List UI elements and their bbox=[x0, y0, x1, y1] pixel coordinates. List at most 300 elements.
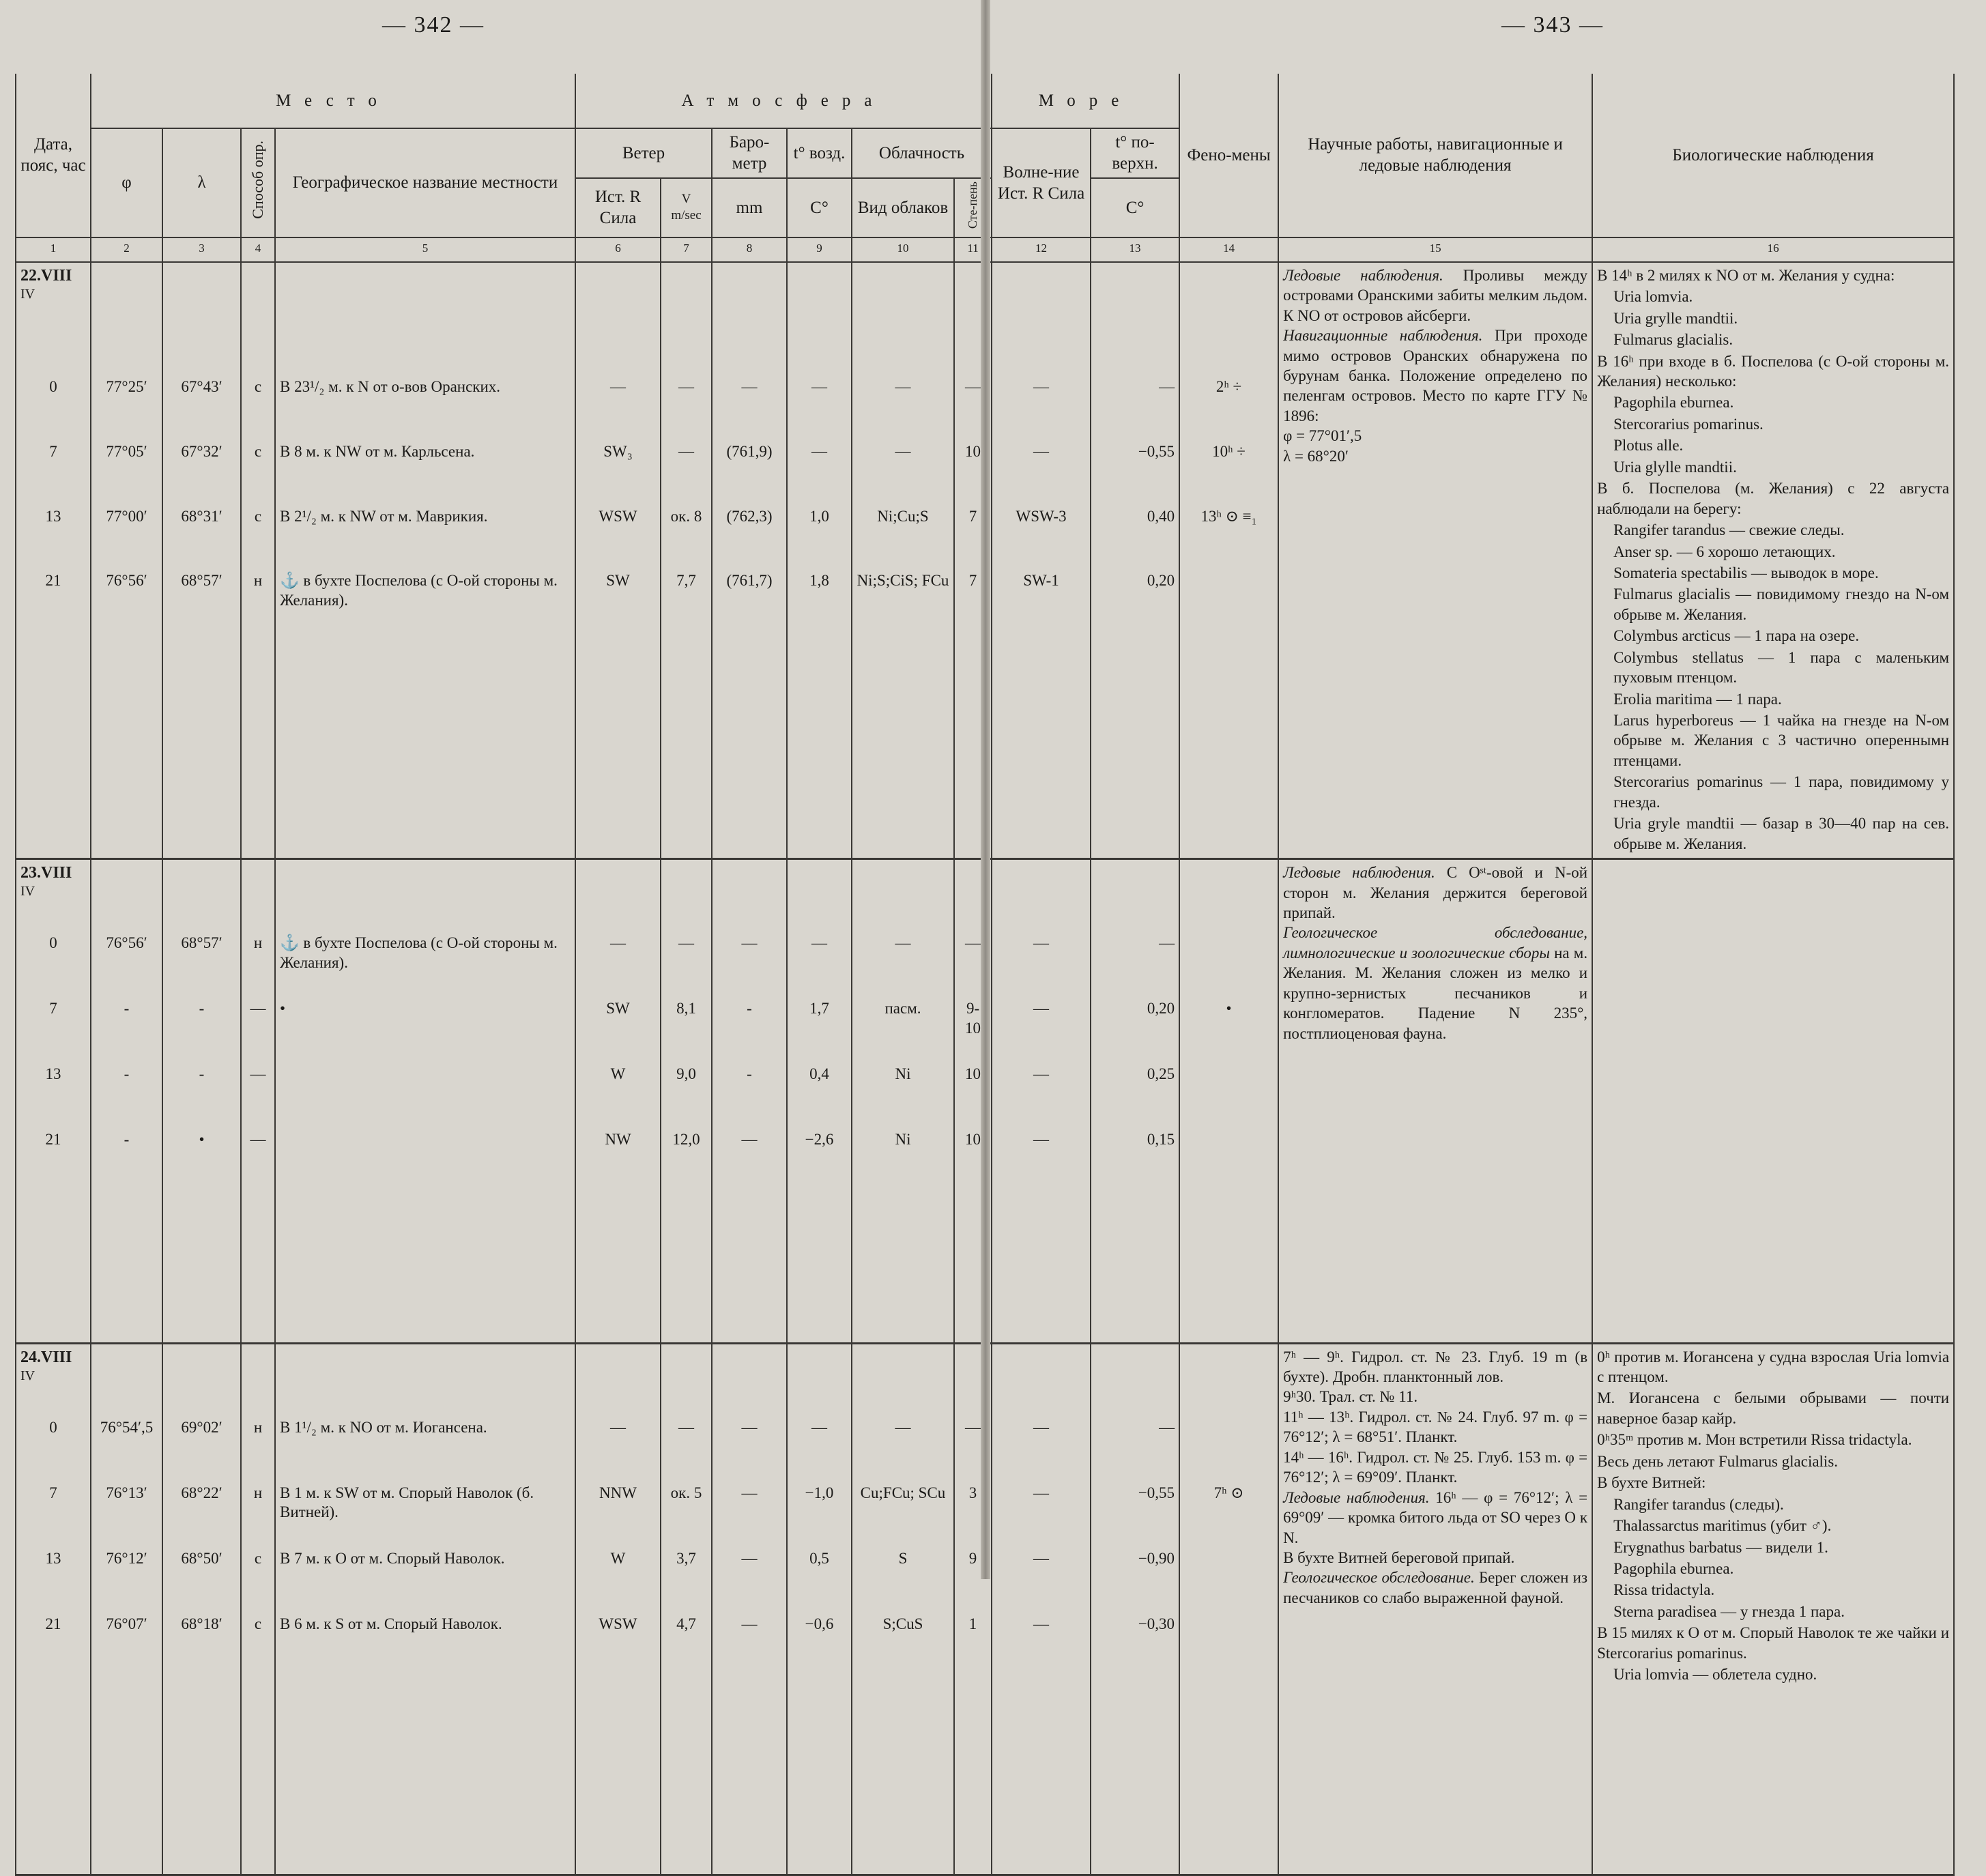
bio-line: Uria lomvia — облетела судно. bbox=[1613, 1666, 1817, 1684]
cloud-degree: 9-10 bbox=[954, 996, 992, 1062]
empty-cell bbox=[1091, 262, 1179, 375]
bio-line: В 14ʰ в 2 милях к NO от м. Желания у судна: bbox=[1597, 266, 1895, 284]
day-date: 22.VIII bbox=[20, 266, 72, 285]
longitude: - bbox=[162, 1062, 241, 1127]
sea-temp: — bbox=[1091, 931, 1179, 996]
header-air-temp: t° возд. bbox=[787, 128, 852, 178]
longitude: 68°22′ bbox=[162, 1481, 241, 1546]
latitude: - bbox=[91, 996, 162, 1062]
science-text: 16ʰ — φ = 76°12′; λ = 69°09′ — кромка битого льда от SO через О к N. bbox=[1283, 1488, 1588, 1546]
longitude: 68°50′ bbox=[162, 1546, 241, 1612]
empty-cell bbox=[162, 262, 241, 375]
latitude: 77°25′ bbox=[91, 375, 162, 439]
empty-cell bbox=[661, 262, 712, 375]
cloud-degree: 1 bbox=[954, 1612, 992, 1677]
science-text: 11ʰ — 13ʰ. Гидрол. ст. № 24. Глуб. 97 m. φ = 76°12′; λ = 68°51′. Планкт. bbox=[1283, 1408, 1588, 1446]
latitude: - bbox=[91, 1127, 162, 1193]
wind-direction: — bbox=[575, 931, 661, 996]
longitude: • bbox=[162, 1127, 241, 1193]
empty-cell bbox=[1091, 639, 1179, 859]
air-temp: — bbox=[787, 439, 852, 504]
waves: — bbox=[992, 1612, 1091, 1677]
header-air-temp-unit: C° bbox=[787, 178, 852, 237]
wind-speed: 12,0 bbox=[661, 1127, 712, 1193]
latitude: 76°56′ bbox=[91, 931, 162, 996]
bio-line: Erygnathus barbatus — видели 1. bbox=[1613, 1538, 1828, 1556]
header-wind-dir: Ист. R Сила bbox=[575, 178, 661, 237]
position-method: н bbox=[241, 931, 275, 996]
empty-cell bbox=[1179, 639, 1278, 859]
wind-direction: — bbox=[575, 1415, 661, 1481]
place-name: В 2¹/₂ м. к NW от м. Маврикия. bbox=[275, 504, 575, 569]
empty-cell bbox=[712, 1343, 787, 1415]
waves: — bbox=[992, 1415, 1091, 1481]
bio-line: Uria gryle mandtii — базар в 30—40 пар на сев. обрыве м. Желания. bbox=[1613, 815, 1950, 852]
hour: 21 bbox=[16, 568, 91, 639]
phenomena: • bbox=[1179, 996, 1278, 1062]
wind-speed: 3,7 bbox=[661, 1546, 712, 1612]
sea-temp: 0,40 bbox=[1091, 504, 1179, 569]
wind-direction: — bbox=[575, 375, 661, 439]
empty-cell bbox=[661, 859, 712, 932]
day-date-cell bbox=[16, 859, 91, 932]
time-zone: IV bbox=[20, 884, 35, 899]
header-geo-name: Географическое название местности bbox=[275, 128, 575, 237]
bio-line: Uria glylle mandtii. bbox=[1613, 458, 1737, 476]
empty-cell bbox=[712, 639, 787, 859]
hour: 7 bbox=[16, 996, 91, 1062]
header-method: Способ опр. bbox=[241, 128, 275, 237]
place-name bbox=[275, 1062, 575, 1127]
empty-cell bbox=[91, 1343, 162, 1415]
empty-cell bbox=[992, 1343, 1091, 1415]
wind-direction: WSW bbox=[575, 1612, 661, 1677]
wind-speed: ок. 8 bbox=[661, 504, 712, 569]
bio-line: В б. Поспелова (м. Желания) с 22 августа наблюдали на берегу: bbox=[1597, 480, 1950, 517]
science-text: Ледовые наблюдения. bbox=[1283, 266, 1443, 284]
place-name: ⚓ в бухте Поспелова (с О-ой стороны м. Желания). bbox=[275, 568, 575, 639]
phenomena: 2ʰ ÷ bbox=[1179, 375, 1278, 439]
bio-line: М. Иогансена с белыми обрывами — почти наверное базар кайр. bbox=[1597, 1389, 1950, 1427]
waves: WSW-3 bbox=[992, 504, 1091, 569]
wind-speed: — bbox=[661, 1415, 712, 1481]
empty-cell bbox=[241, 1193, 275, 1343]
header-sea-temp-unit: C° bbox=[1091, 178, 1179, 237]
empty-cell bbox=[852, 639, 954, 859]
air-temp: 0,4 bbox=[787, 1062, 852, 1127]
page-number-left: — 342 — bbox=[382, 12, 485, 38]
barometer: — bbox=[712, 1612, 787, 1677]
waves: — bbox=[992, 1127, 1091, 1193]
cloud-type: — bbox=[852, 439, 954, 504]
bio-line: Fulmarus glacialis. bbox=[1613, 331, 1733, 349]
bio-line: Colymbus stellatus — 1 пара с маленьким пуховым птенцом. bbox=[1613, 648, 1950, 687]
science-notes bbox=[1278, 1343, 1592, 1875]
science-text: Проливы между островами Оранскими забиты мелким льдом. К NO от островов айсберги. bbox=[1283, 266, 1588, 324]
air-temp: 0,5 bbox=[787, 1546, 852, 1612]
science-text: 7ʰ — 9ʰ. Гидрол. ст. № 23. Глуб. 19 m (в бухте). Дробн. планктонный лов. bbox=[1283, 1348, 1588, 1386]
empty-cell bbox=[852, 1193, 954, 1343]
phenomena bbox=[1179, 568, 1278, 639]
latitude: 76°13′ bbox=[91, 1481, 162, 1546]
empty-cell bbox=[162, 1193, 241, 1343]
place-name: В 1 м. к SW от м. Спорый Наволок (б. Витней). bbox=[275, 1481, 575, 1546]
empty-cell bbox=[1179, 262, 1278, 375]
bio-line: В 16ʰ при входе в б. Поспелова (с О-ой стороны м. Желания) несколько: bbox=[1597, 352, 1950, 390]
hour: 0 bbox=[16, 1415, 91, 1481]
phenomena: 7ʰ ⊙ bbox=[1179, 1481, 1278, 1546]
waves: — bbox=[992, 931, 1091, 996]
hour: 7 bbox=[16, 439, 91, 504]
science-text: φ = 77°01′,5 bbox=[1283, 427, 1362, 445]
phenomena: 13ʰ ⊙ ≡₁ bbox=[1179, 504, 1278, 569]
page-number-right: — 343 — bbox=[1501, 12, 1604, 38]
bio-notes bbox=[1592, 262, 1954, 859]
cloud-type: — bbox=[852, 1415, 954, 1481]
hour: 7 bbox=[16, 1481, 91, 1546]
science-text: Берег сложен из песчаников со слабо выраженной фауной. bbox=[1283, 1569, 1588, 1606]
position-method: — bbox=[241, 1062, 275, 1127]
science-text: 14ʰ — 16ʰ. Гидрол. ст. № 25. Глуб. 153 m. φ = 76°12′; λ = 69°09′. Планкт. bbox=[1283, 1448, 1588, 1486]
header-wind-speed: V m/sec bbox=[661, 178, 712, 237]
air-temp: 1,7 bbox=[787, 996, 852, 1062]
column-number: 13 bbox=[1091, 237, 1179, 262]
waves: — bbox=[992, 375, 1091, 439]
hour: 21 bbox=[16, 1127, 91, 1193]
place-name: В 1¹/₂ м. к NO от м. Иогансена. bbox=[275, 1415, 575, 1481]
empty-cell bbox=[162, 859, 241, 932]
empty-cell bbox=[575, 1193, 661, 1343]
empty-cell bbox=[575, 1343, 661, 1415]
empty-cell bbox=[275, 1193, 575, 1343]
book-gutter bbox=[981, 0, 990, 1579]
wind-speed: 8,1 bbox=[661, 996, 712, 1062]
header-sea-group: Море bbox=[992, 74, 1179, 128]
phenomena: 10ʰ ÷ bbox=[1179, 439, 1278, 504]
science-text: Ледовые наблюдения. bbox=[1283, 864, 1435, 882]
wind-speed: ок. 5 bbox=[661, 1481, 712, 1546]
latitude: 76°54′,5 bbox=[91, 1415, 162, 1481]
cloud-degree: 9 bbox=[954, 1546, 992, 1612]
day-date-cell bbox=[16, 1343, 91, 1415]
empty-cell bbox=[661, 1193, 712, 1343]
empty-cell bbox=[1091, 1343, 1179, 1415]
position-method: с bbox=[241, 1612, 275, 1677]
empty-cell bbox=[275, 639, 575, 859]
column-number: 10 bbox=[852, 237, 954, 262]
empty-cell bbox=[275, 1343, 575, 1415]
science-notes bbox=[1278, 859, 1592, 1344]
wind-direction: WSW bbox=[575, 504, 661, 569]
cloud-type: Ni bbox=[852, 1062, 954, 1127]
column-number: 5 bbox=[275, 237, 575, 262]
science-text: Геологическое обследование. bbox=[1283, 1569, 1475, 1587]
day-date: 23.VIII bbox=[20, 864, 72, 882]
place-name: В 23¹/₂ м. к N от о-вов Оранских. bbox=[275, 375, 575, 439]
empty-cell bbox=[992, 1193, 1091, 1343]
cloud-degree: 7 bbox=[954, 568, 992, 639]
empty-cell bbox=[575, 1677, 661, 1875]
bio-line: В 15 милях к О от м. Спорый Наволок те же чайки и Stercorarius pomarinus. bbox=[1597, 1624, 1950, 1662]
empty-cell bbox=[852, 859, 954, 932]
bio-notes bbox=[1592, 1343, 1954, 1875]
column-number: 15 bbox=[1278, 237, 1592, 262]
place-name: В 7 м. к О от м. Спорый Наволок. bbox=[275, 1546, 575, 1612]
empty-cell bbox=[712, 1193, 787, 1343]
bio-line: Uria lomvia. bbox=[1613, 288, 1693, 306]
header-sea-temp: t° по-верхн. bbox=[1091, 128, 1179, 178]
empty-cell bbox=[661, 639, 712, 859]
wind-direction: SW bbox=[575, 568, 661, 639]
longitude: 68°18′ bbox=[162, 1612, 241, 1677]
empty-cell bbox=[1091, 859, 1179, 932]
column-number: 3 bbox=[162, 237, 241, 262]
header-phenomena: Фено-мены bbox=[1179, 74, 1278, 237]
air-temp: −2,6 bbox=[787, 1127, 852, 1193]
empty-cell bbox=[575, 262, 661, 375]
column-number: 7 bbox=[661, 237, 712, 262]
empty-cell bbox=[241, 1343, 275, 1415]
sea-temp: 0,20 bbox=[1091, 568, 1179, 639]
science-text: При проходе мимо островов Оранских обнаружена по бурунам банка. Положение определено по пеленгам островов. Место по карте ГГУ № 1896: bbox=[1283, 327, 1588, 424]
header-place-group: Место bbox=[91, 74, 575, 128]
wind-direction: SW₃ bbox=[575, 439, 661, 504]
bio-line: Весь день летают Fulmarus glacialis. bbox=[1597, 1452, 1839, 1470]
day-date: 24.VIII bbox=[20, 1348, 72, 1366]
wind-speed: 9,0 bbox=[661, 1062, 712, 1127]
bio-line: Uria grylle mandtii. bbox=[1613, 309, 1738, 327]
barometer: — bbox=[712, 931, 787, 996]
cloud-type: Ni bbox=[852, 1127, 954, 1193]
barometer: — bbox=[712, 375, 787, 439]
empty-cell bbox=[1179, 1193, 1278, 1343]
wind-speed: — bbox=[661, 931, 712, 996]
air-temp: 1,0 bbox=[787, 504, 852, 569]
waves: — bbox=[992, 1062, 1091, 1127]
empty-cell bbox=[852, 1343, 954, 1415]
sea-temp: −0,55 bbox=[1091, 1481, 1179, 1546]
phenomena bbox=[1179, 1062, 1278, 1127]
empty-cell bbox=[787, 1343, 852, 1415]
empty-cell bbox=[787, 262, 852, 375]
column-number: 12 bbox=[992, 237, 1091, 262]
cloud-type: — bbox=[852, 375, 954, 439]
barometer: — bbox=[712, 1546, 787, 1612]
longitude: 67°32′ bbox=[162, 439, 241, 504]
empty-cell bbox=[91, 1193, 162, 1343]
latitude: 76°56′ bbox=[91, 568, 162, 639]
position-method: с bbox=[241, 439, 275, 504]
latitude: 77°05′ bbox=[91, 439, 162, 504]
bio-line: Pagophila eburnea. bbox=[1613, 1559, 1734, 1577]
empty-cell bbox=[787, 1193, 852, 1343]
empty-cell bbox=[1179, 1677, 1278, 1875]
cloud-degree: 3 bbox=[954, 1481, 992, 1546]
position-method: н bbox=[241, 1481, 275, 1546]
latitude: 76°12′ bbox=[91, 1546, 162, 1612]
header-date: Дата, пояс, час bbox=[16, 74, 91, 237]
cloud-degree: 7 bbox=[954, 504, 992, 569]
place-name: ⚓ в бухте Поспелова (с О-ой стороны м. Желания). bbox=[275, 931, 575, 996]
empty-cell bbox=[91, 262, 162, 375]
longitude: - bbox=[162, 996, 241, 1062]
header-science: Научные работы, навигационные и ледовые наблюдения bbox=[1278, 74, 1592, 237]
header-bio: Биологические наблюдения bbox=[1592, 74, 1954, 237]
sea-temp: −0,90 bbox=[1091, 1546, 1179, 1612]
barometer: - bbox=[712, 1062, 787, 1127]
header-waves: Волне-ние Ист. R Сила bbox=[992, 128, 1091, 237]
empty-cell bbox=[954, 1677, 992, 1875]
sea-temp: −0,55 bbox=[1091, 439, 1179, 504]
column-number: 9 bbox=[787, 237, 852, 262]
air-temp: — bbox=[787, 375, 852, 439]
hour: 13 bbox=[16, 1062, 91, 1127]
bio-line: Rangifer tarandus — свежие следы. bbox=[1613, 521, 1845, 539]
header-lambda: λ bbox=[162, 128, 241, 237]
cloud-type: Ni;S;CiS; FCu bbox=[852, 568, 954, 639]
hour: 0 bbox=[16, 375, 91, 439]
barometer: (761,7) bbox=[712, 568, 787, 639]
barometer: — bbox=[712, 1415, 787, 1481]
empty-cell bbox=[162, 1343, 241, 1415]
longitude: 68°31′ bbox=[162, 504, 241, 569]
hour: 0 bbox=[16, 931, 91, 996]
empty-cell bbox=[712, 1677, 787, 1875]
barometer: — bbox=[712, 1127, 787, 1193]
cloud-type: S;CuS bbox=[852, 1612, 954, 1677]
cloud-type: Ni;Cu;S bbox=[852, 504, 954, 569]
longitude: 68°57′ bbox=[162, 931, 241, 996]
science-text: В бухте Витней береговой припай. bbox=[1283, 1548, 1515, 1566]
bio-line: Stercorarius pomarinus — 1 пара, повидимому у гнезда. bbox=[1613, 773, 1950, 811]
air-temp: −0,6 bbox=[787, 1612, 852, 1677]
waves: — bbox=[992, 996, 1091, 1062]
cloud-degree: — bbox=[954, 1415, 992, 1481]
sea-temp: 0,20 bbox=[1091, 996, 1179, 1062]
empty-cell bbox=[241, 1677, 275, 1875]
bio-line: Rissa tridactyla. bbox=[1613, 1581, 1715, 1599]
empty-cell bbox=[1179, 1343, 1278, 1415]
air-temp: — bbox=[787, 931, 852, 996]
empty-cell bbox=[575, 639, 661, 859]
empty-cell bbox=[1179, 859, 1278, 932]
longitude: 67°43′ bbox=[162, 375, 241, 439]
header-wind: Ветер bbox=[575, 128, 712, 178]
sea-temp: 0,15 bbox=[1091, 1127, 1179, 1193]
empty-cell bbox=[16, 639, 91, 859]
phenomena bbox=[1179, 1415, 1278, 1481]
empty-cell bbox=[275, 1677, 575, 1875]
empty-cell bbox=[992, 859, 1091, 932]
hour: 13 bbox=[16, 1546, 91, 1612]
air-temp: 1,8 bbox=[787, 568, 852, 639]
empty-cell bbox=[992, 1677, 1091, 1875]
waves: SW-1 bbox=[992, 568, 1091, 639]
barometer: - bbox=[712, 996, 787, 1062]
position-method: с bbox=[241, 504, 275, 569]
sea-temp: 0,25 bbox=[1091, 1062, 1179, 1127]
longitude: 68°57′ bbox=[162, 568, 241, 639]
empty-cell bbox=[91, 639, 162, 859]
bio-line: Sterna paradisea — у гнезда 1 пара. bbox=[1613, 1602, 1845, 1620]
header-barometer: Баро-метр bbox=[712, 128, 787, 178]
header-cloud-degree: Сте-пень bbox=[954, 178, 992, 237]
time-zone: IV bbox=[20, 1368, 35, 1383]
science-text: на м. Желания. М. Желания сложен из мелко и крупно-зернистых песчаников и конгломератов. Падение N 235°, постплиоценовая фауна. bbox=[1283, 944, 1588, 1042]
position-method: н bbox=[241, 568, 275, 639]
bio-line: Larus hyperboreus — 1 чайка на гнезде на N-ом обрыве м. Желания с 3 частично опереннымн птенцами. bbox=[1613, 712, 1950, 769]
wind-direction: NW bbox=[575, 1127, 661, 1193]
column-number: 4 bbox=[241, 237, 275, 262]
column-number: 1 bbox=[16, 237, 91, 262]
cloud-degree: — bbox=[954, 931, 992, 996]
empty-cell bbox=[712, 859, 787, 932]
column-number: 6 bbox=[575, 237, 661, 262]
wind-speed: — bbox=[661, 439, 712, 504]
science-text: Ледовые наблюдения. bbox=[1283, 1488, 1430, 1506]
empty-cell bbox=[661, 1343, 712, 1415]
place-name bbox=[275, 1127, 575, 1193]
time-zone: IV bbox=[20, 286, 35, 302]
latitude: 76°07′ bbox=[91, 1612, 162, 1677]
header-atmosphere-group: Атмосфера bbox=[575, 74, 992, 128]
bio-line: Erolia maritima — 1 пара. bbox=[1613, 690, 1782, 708]
wind-speed: — bbox=[661, 375, 712, 439]
science-text: 9ʰ30. Трал. ст. № 11. bbox=[1283, 1388, 1418, 1406]
waves: — bbox=[992, 439, 1091, 504]
bio-line: Anser sp. — 6 хорошо летающих. bbox=[1613, 543, 1836, 560]
hour: 21 bbox=[16, 1612, 91, 1677]
empty-cell bbox=[275, 262, 575, 375]
cloud-type: S bbox=[852, 1546, 954, 1612]
sea-temp: — bbox=[1091, 1415, 1179, 1481]
empty-cell bbox=[91, 859, 162, 932]
column-number: 11 bbox=[954, 237, 992, 262]
cloud-type: Cu;FCu; SCu bbox=[852, 1481, 954, 1546]
empty-cell bbox=[852, 262, 954, 375]
bio-line: Plotus alle. bbox=[1613, 437, 1684, 454]
barometer: (762,3) bbox=[712, 504, 787, 569]
empty-cell bbox=[852, 1677, 954, 1875]
position-method: — bbox=[241, 1127, 275, 1193]
wind-direction: SW bbox=[575, 996, 661, 1062]
cloud-type: пасм. bbox=[852, 996, 954, 1062]
empty-cell bbox=[1091, 1193, 1179, 1343]
wind-speed: 7,7 bbox=[661, 568, 712, 639]
empty-cell bbox=[162, 639, 241, 859]
empty-cell bbox=[712, 262, 787, 375]
empty-cell bbox=[992, 639, 1091, 859]
science-text: Навигационные наблюдения. bbox=[1283, 327, 1483, 345]
sea-temp: — bbox=[1091, 375, 1179, 439]
phenomena bbox=[1179, 1612, 1278, 1677]
empty-cell bbox=[275, 859, 575, 932]
cloud-degree: — bbox=[954, 375, 992, 439]
sea-temp: −0,30 bbox=[1091, 1612, 1179, 1677]
empty-cell bbox=[787, 639, 852, 859]
empty-cell bbox=[241, 262, 275, 375]
cloud-degree: 10 bbox=[954, 1062, 992, 1127]
position-method: с bbox=[241, 375, 275, 439]
barometer: — bbox=[712, 1481, 787, 1546]
bio-line: Pagophila eburnea. bbox=[1613, 394, 1734, 412]
empty-cell bbox=[16, 1677, 91, 1875]
column-number: 2 bbox=[91, 237, 162, 262]
phenomena bbox=[1179, 931, 1278, 996]
place-name: • bbox=[275, 996, 575, 1062]
position-method: н bbox=[241, 1415, 275, 1481]
bio-line: Thalassarctus maritimus (убит ♂). bbox=[1613, 1517, 1832, 1535]
